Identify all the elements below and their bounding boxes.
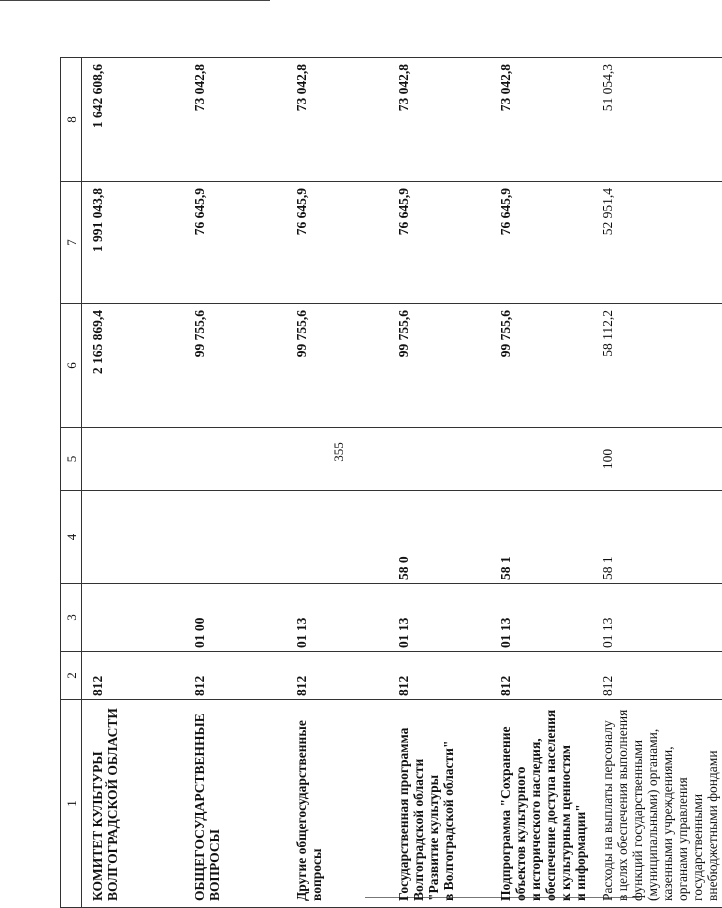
value-cell-7: 76 645,9 [490,182,592,304]
expense-type-cell: 100 [592,428,722,491]
header-cell: 4 [61,491,82,584]
value-cell-7: 76 645,9 [388,182,490,304]
section-cell: 01 00 [184,584,286,652]
table-body [61,58,722,908]
page-number: 355 [331,432,347,472]
expense-type-cell [286,428,388,491]
value-cell-8: 1 642 608,6 [82,58,185,182]
section-cell [82,584,185,652]
value-cell-8: 73 042,8 [388,58,490,182]
code-cell: 812 [388,652,490,700]
code-cell: 812 [184,652,286,700]
value-cell-7: 76 645,9 [286,182,388,304]
code-cell: 812 [286,652,388,700]
rotated-document [60,58,680,908]
value-cell-6: 99 755,6 [286,304,388,428]
name-cell: Расходы на выплаты персоналу в целях обеспечения выполнения функций государственными (муниципальными) органами, казенными учреждениями, органами управления государственными внебюджетными фондами [592,700,722,908]
target-cell: 58 0 [388,491,490,584]
header-cell: 5 [61,428,82,491]
header-cell: 8 [61,58,82,182]
target-cell: 58 1 [592,491,722,584]
header-cell: 7 [61,182,82,304]
value-cell-8: 73 042,8 [184,58,286,182]
expense-type-cell [82,428,185,491]
target-cell [286,491,388,584]
value-cell-8: 73 042,8 [286,58,388,182]
target-cell [82,491,185,584]
header-cell: 6 [61,304,82,428]
budget-table [60,57,722,908]
top-edge-line [0,0,270,1]
header-cell: 3 [61,584,82,652]
name-cell: Другие общегосударственные вопросы [286,700,388,908]
section-cell: 01 13 [592,584,722,652]
header-cell: 2 [61,652,82,700]
value-cell-6: 99 755,6 [388,304,490,428]
table-row [388,58,490,908]
name-cell: Государственная программа Волгоградской области "Развитие культуры в Волгоградской области" [388,700,490,908]
value-cell-6: 99 755,6 [184,304,286,428]
expense-type-cell [184,428,286,491]
value-cell-7: 76 645,9 [184,182,286,304]
target-cell [184,491,286,584]
table-row [490,58,592,908]
value-cell-8: 51 054,3 [592,58,722,182]
value-cell-6: 58 112,2 [592,304,722,428]
table-row [286,58,388,908]
value-cell-6: 99 755,6 [490,304,592,428]
section-cell: 01 13 [286,584,388,652]
section-cell: 01 13 [490,584,592,652]
target-cell: 58 1 [490,491,592,584]
table-row [184,58,286,908]
code-cell: 812 [82,652,185,700]
code-cell: 812 [592,652,722,700]
table-row [592,58,722,908]
table-row [82,58,185,908]
header-row [61,58,82,908]
name-cell: Подпрограмма "Сохранение объектов культурного и исторического наследия, обеспечение доступа населения к культурным ценностям и информации" [490,700,592,908]
name-cell: КОМИТЕТ КУЛЬТУРЫ ВОЛГОГРАДСКОЙ ОБЛАСТИ [82,700,185,908]
value-cell-6: 2 165 869,4 [82,304,185,428]
code-cell: 812 [490,652,592,700]
section-cell: 01 13 [388,584,490,652]
expense-type-cell [388,428,490,491]
value-cell-7: 52 951,4 [592,182,722,304]
name-cell: ОБЩЕГОСУДАРСТВЕННЫЕ ВОПРОСЫ [184,700,286,908]
value-cell-7: 1 991 043,8 [82,182,185,304]
expense-type-cell [490,428,592,491]
header-cell: 1 [61,700,82,908]
value-cell-8: 73 042,8 [490,58,592,182]
